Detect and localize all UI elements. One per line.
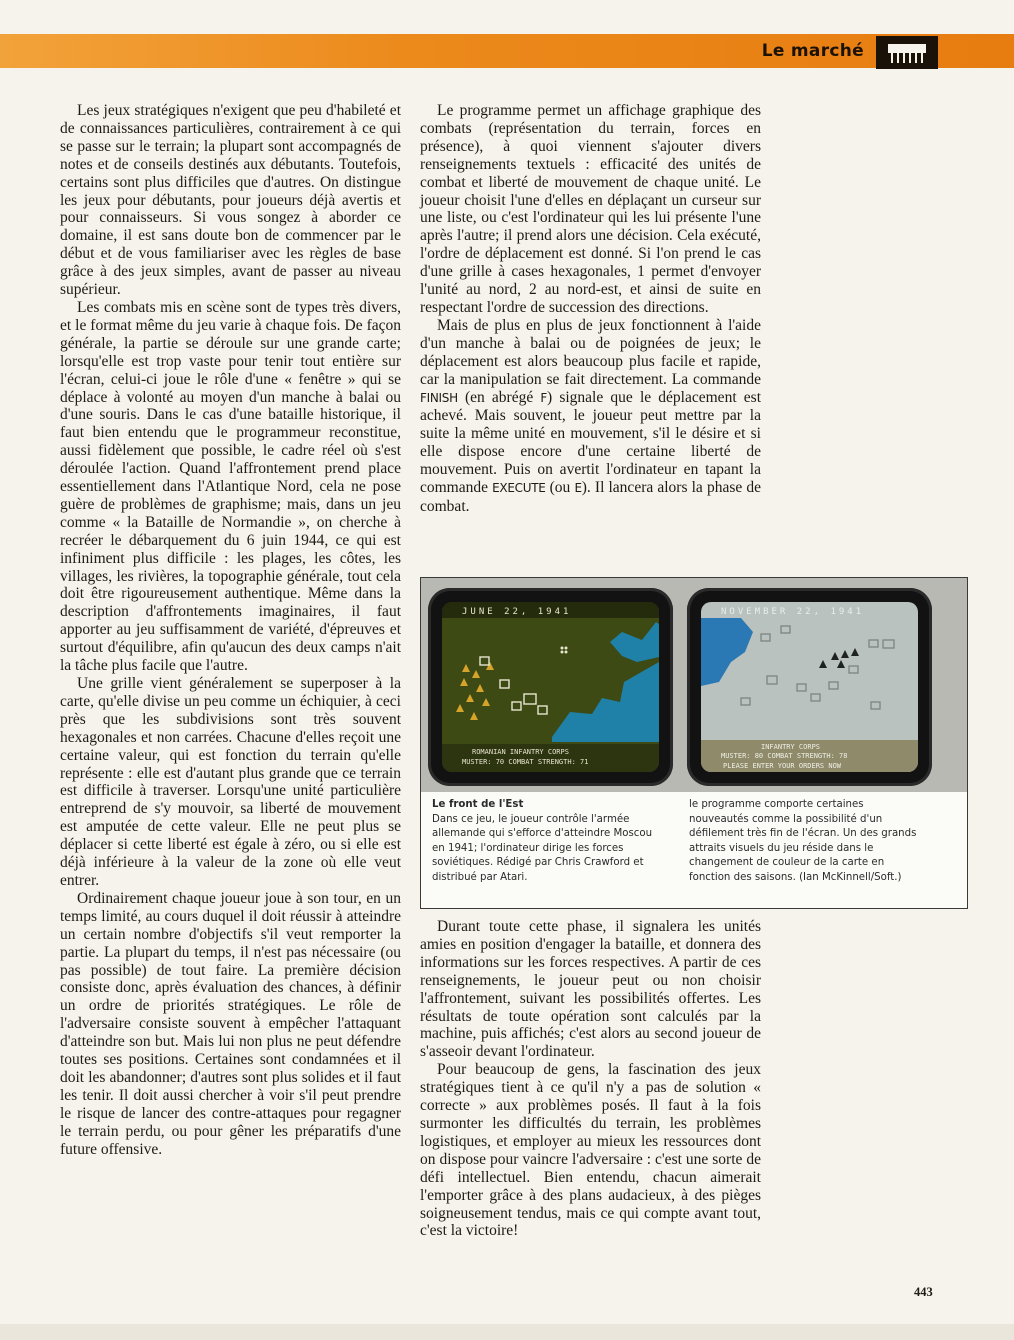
screen2-footer-line2: MUSTER: 80 COMBAT STRENGTH: 78	[721, 752, 848, 760]
page-number: 443	[914, 1285, 933, 1299]
text-run: ) signale que le déplacement est achevé. Mais souvent, le joueur peut mettre par la suite la même unité en mouvement, s'il le désire et si elle dispose encore d'une certaine liberté de mouvement. Puis on avertit l'ordinateur en tapant la commande	[420, 388, 762, 497]
game-screen-summer	[428, 588, 673, 786]
article-column-left	[60, 102, 401, 1158]
paragraph: Pour beaucoup de gens, la fascination des jeux stratégiques tient à ce qu'il n'y a pas de solution « correcte » aux problèmes posés. Il faut à la fois surmonter les difficultés du terrain, les problèmes logistiques, et employer au mieux les ressources dont on dispose pour vaincre l'adversaire : c'est une sorte de défi intellectuel. Bien entendu, chacun aimerait l'emporter grâce à des plans audacieux, à des pièges soigneusement tendus, mais ce qui compte avant tout, c'est la victoire!	[420, 1061, 761, 1240]
command-finish: FINISH	[420, 390, 458, 405]
screen1-footer-line1: ROMANIAN INFANTRY CORPS	[472, 748, 569, 756]
text-run: (ou	[545, 479, 575, 497]
paragraph	[420, 317, 761, 516]
figure-caption	[421, 792, 967, 908]
text-run: ). Il lancera alors la phase de combat.	[420, 479, 761, 515]
screen2-footer-line1: INFANTRY CORPS	[761, 743, 821, 751]
command-e: E	[574, 481, 582, 496]
paragraph: Durant toute cette phase, il signalera les unités amies en position d'engager la bataille, et donnera des informations sur les forces respectives. A partir de ces renseignements, le joueur peut ou non choisir l'affrontement, suivant les possibilités offertes. Les résultats de toute opération sont calculés par la machine, puis affichés; c'est alors au second joueur de s'asseoir devant l'ordinateur.	[420, 918, 761, 1061]
caption-left	[432, 798, 664, 886]
caption-text: Dans ce jeu, le joueur contrôle l'armée allemande qui s'efforce d'atteindre Moscou en 1941; l'ordinateur dirige les forces soviétiques. Rédigé par Chris Crawford et distribué par Atari.	[432, 813, 653, 883]
game-screen-winter	[687, 588, 932, 786]
text-run: Mais de plus en plus de jeux fonctionnent à l'aide d'un manche à balai ou de poignées de jeux; le déplacement est alors beaucoup plus facile et rapide, car la manipulation se fait directement. La commande	[420, 316, 761, 388]
game-screen-display	[701, 602, 918, 772]
game-screen-display	[442, 602, 659, 772]
command-execute: EXECUTE	[492, 481, 546, 496]
chip-icon	[876, 36, 938, 69]
figure-screenshots	[420, 577, 968, 909]
paragraph: Ordinairement chaque joueur joue à son tour, en un temps limité, au cours duquel il doit réussir à atteindre un certain nombre d'objectifs s'il veut remporter la partie. La plupart du temps, il n'est pas nécessaire (ou pas possible) de tout faire. La première décision consiste donc, après évaluation des chances, à définir un ordre de priorités stratégiques. Le rôle de l'adversaire consiste souvent à empêcher l'attaquant d'atteindre son but. Mais lui non plus ne peut défendre toutes ses positions. Certaines sont condamnées et il doit les abandonner; d'autres sont plus solides et il faut les tenir. Il doit aussi chercher à voir s'il peut prendre le risque de lancer des contre-attaques pour regagner le terrain perdu, ou pour gêner les préparatifs d'une future offensive.	[60, 889, 401, 1158]
article-column-right-bottom	[420, 918, 761, 1240]
article-column-right-top	[420, 102, 761, 516]
screen1-footer-line2: MUSTER: 70 COMBAT STRENGTH: 71	[462, 758, 589, 766]
caption-right: le programme comporte certaines nouveautés comme la possibilité d'un défilement très fin de l'écran. Un des grands attraits visuels du jeu réside dans le changement de couleur de la carte en fonction des saisons. (Ian McKinnell/Soft.)	[689, 799, 917, 883]
text-run: (en abrégé	[457, 388, 541, 406]
screen2-header: NOVEMBER 22, 1941	[721, 607, 865, 617]
paragraph: Les combats mis en scène sont de types très divers, et le format même du jeu varie à chaque fois. De façon générale, la partie se déroule sur une grande carte; lorsqu'elle est trop vaste pour tenir tout entière sur l'écran, celui-ci joue le rôle d'une « fenêtre » qui se déplace à volonté au moyen d'un manche à balai ou d'une souris. Dans le cas d'une bataille historique, il faut bien entendu que le programmeur reconstitue, aussi fidèlement que possible, le cadre réel où s'est déroulée l'action. Quand l'affrontement prend place essentiellement dans l'Atlantique Nord, cela ne pose guère de problèmes de graphisme; mais, dans un jeu comme « la Bataille de Normandie », on cherche à recréer le débarquement du 6 juin 1944, ce qui est infiniment plus difficile : les plages, les côtes, les villages, les rivières, la topographie générale, tout cela doit être rigoureusement authentique. Même dans la description d'affrontements imaginaires, il faut apporter au jeu suffisamment de variété, d'épreuves et surtout d'équilibre, afin qu'aucun des deux camps n'ait la tâche plus facile que l'autre.	[60, 298, 401, 675]
section-title: Le marché	[761, 41, 864, 61]
page-edge	[0, 1324, 1014, 1340]
paragraph: Le programme permet un affichage graphique des combats (représentation du terrain, forces en présence), à quoi viennent s'ajouter divers renseignements textuels : efficacité des unités de combat et liberté de mouvement de chaque unité. Le joueur choisit l'une d'elles en déplaçant un curseur sur une liste, ou c'est l'ordinateur qui les lui présente l'une après l'autre; il prend alors une décision. Cela exécuté, l'ordre de déplacement est donné. Si l'on prend le cas d'une grille à cases hexagonales, 1 permet d'envoyer l'unité au nord, 2 au nord-est, et ainsi de suite en respectant l'ordre de succession des directions.	[420, 102, 761, 316]
screen2-footer-line3: PLEASE ENTER YOUR ORDERS NOW	[723, 762, 842, 770]
paragraph: Une grille vient généralement se superposer à la carte, qu'elle divise un peu comme un échiquier, à ceci près que les subdivisions sont très souvent hexagonales et non carrées. Chacune d'elles reçoit une certaine valeur, qui est fonction du terrain qu'elle représente : elle est d'autant plus grande que ce terrain est difficile à traverser. Lorsqu'une unité particulière entreprend de s'y mouvoir, sa liberté de mouvement est amputée de cette valeur. Elle ne peut plus se déplacer si cette liberté est égale à zéro, ou si elle est déjà inférieure à la valeur de la zone où elle veut entrer.	[60, 675, 401, 889]
paragraph: Les jeux stratégiques n'exigent que peu d'habileté et de connaissances particulières, contrairement à ce qui se passe sur le terrain; la plupart sont accompagnés de notes et de conseils destinés aux débutants. Toutefois, certains sont plus difficiles que d'autres. On distingue les jeux pour débutants, pour joueurs déjà avertis et pour connaisseurs. Si vous songez à aborder ce domaine, il est sans doute bon de commencer par le début et de vous familiariser avec les règles de base grâce à des jeux simples, avant de passer au niveau supérieur.	[60, 102, 401, 299]
command-f: F	[540, 390, 548, 405]
screen1-header: JUNE 22, 1941	[462, 607, 572, 617]
caption-heading: Le front de l'Est	[432, 799, 524, 810]
